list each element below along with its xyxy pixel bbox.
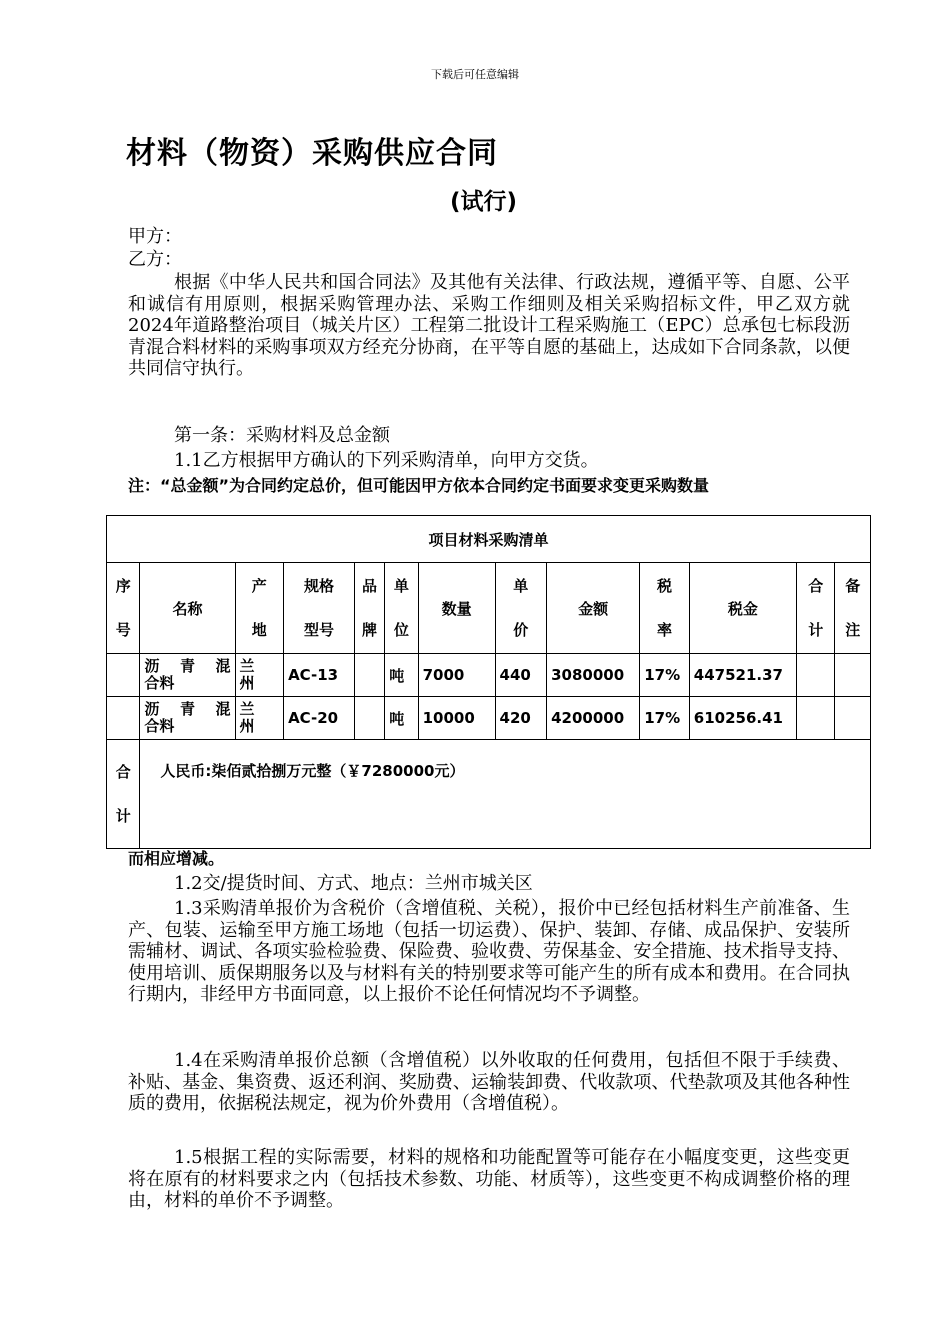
col-tax-rate: 税 率 [640, 563, 690, 654]
note-continuation: 而相应增减。 [128, 849, 225, 868]
table-row [107, 654, 871, 697]
document-title: 材料（物资）采购供应合同 [126, 136, 498, 171]
cell-name: 沥青混 合料 [140, 697, 235, 740]
table-title: 项目材料采购清单 [107, 516, 871, 563]
clause-1-2: 1.2交/提货时间、方式、地点：兰州市城关区 [174, 873, 533, 894]
cell-qty: 7000 [418, 654, 495, 697]
procurement-table [106, 515, 871, 849]
cell-remark [835, 654, 871, 697]
col-seq: 序 号 [107, 563, 140, 654]
total-amount-note: 注：“总金额”为合同约定总价，但可能因甲方依本合同约定书面要求变更采购数量 [128, 476, 710, 495]
col-amount: 金额 [547, 563, 640, 654]
header-note: 下载后可任意编辑 [431, 68, 519, 81]
cell-tax: 447521.37 [689, 654, 796, 697]
document-subtitle: (试行) [450, 189, 518, 215]
cell-tax-rate: 17% [640, 654, 690, 697]
col-spec: 规格 型号 [284, 563, 355, 654]
cell-brand [354, 697, 384, 740]
cell-total [797, 654, 835, 697]
cell-brand [354, 654, 384, 697]
cell-amount: 3080000 [547, 654, 640, 697]
cell-price: 420 [495, 697, 547, 740]
total-label: 合 计 [107, 740, 140, 849]
cell-total [797, 697, 835, 740]
clause-1-3: 1.3采购清单报价为含税价（含增值税、关税），报价中已经包括材料生产前准备、生产、包装、运输至甲方施工场地（包括一切运费）、保护、装卸、存储、成品保护、安装所需辅材、调试、各项实验检验费、保险费、验收费、劳保基金、安全措施、技术指导支持、使用培训、质保期服务以及与材料有关的特别要求等可能产生的所有成本和费用。在合同执行期内，非经甲方书面同意，以上报价不论任何情况均不予调整。 [128, 898, 850, 1005]
party-b-line: 乙方： [128, 249, 182, 270]
col-total: 合 计 [797, 563, 835, 654]
table-row [107, 697, 871, 740]
table-total-row [107, 740, 871, 849]
intro-paragraph: 根据《中华人民共和国合同法》及其他有关法律、行政法规，遵循平等、自愿、公平和诚信有用原则，根据采购管理办法、采购工作细则及相关采购招标文件，甲乙双方就2024年道路整治项目（城关片区）工程第二批设计工程采购施工（EPC）总承包七标段沥青混合料材料的采购事项双方经充分协商，在平等自愿的基础上，达成如下合同条款，以便共同信守执行。 [128, 272, 850, 379]
table-header-row [107, 563, 871, 654]
clause-1-5: 1.5根据工程的实际需要，材料的规格和功能配置等可能存在小幅度变更，这些变更将在原有的材料要求之内（包括技术参数、功能、材质等），这些变更不构成调整价格的理由，材料的单价不予调整。 [128, 1147, 850, 1211]
cell-spec: AC-20 [284, 697, 355, 740]
cell-seq [107, 697, 140, 740]
cell-price: 440 [495, 654, 547, 697]
cell-remark [835, 697, 871, 740]
col-origin: 产 地 [235, 563, 284, 654]
party-a-line: 甲方： [128, 226, 182, 247]
col-qty: 数量 [418, 563, 495, 654]
cell-origin: 兰 州 [235, 654, 284, 697]
cell-amount: 4200000 [547, 697, 640, 740]
col-brand: 品 牌 [354, 563, 384, 654]
article-1-title: 第一条：采购材料及总金额 [174, 425, 390, 446]
col-unit: 单 位 [385, 563, 418, 654]
cell-name: 沥青混 合料 [140, 654, 235, 697]
cell-origin: 兰 州 [235, 697, 284, 740]
cell-seq [107, 654, 140, 697]
col-remark: 备 注 [835, 563, 871, 654]
cell-unit: 吨 [385, 697, 418, 740]
cell-spec: AC-13 [284, 654, 355, 697]
total-amount: 人民币:柒佰贰拾捌万元整（￥7280000元） [140, 740, 871, 849]
cell-tax: 610256.41 [689, 697, 796, 740]
clause-1-1: 1.1乙方根据甲方确认的下列采购清单，向甲方交货。 [174, 450, 599, 471]
cell-qty: 10000 [418, 697, 495, 740]
cell-unit: 吨 [385, 654, 418, 697]
cell-tax-rate: 17% [640, 697, 690, 740]
clause-1-4: 1.4在采购清单报价总额（含增值税）以外收取的任何费用，包括但不限于手续费、补贴、基金、集资费、返还利润、奖励费、运输装卸费、代收款项、代垫款项及其他各种性质的费用，依据税法规定，视为价外费用（含增值税）。 [128, 1050, 850, 1114]
col-price: 单 价 [495, 563, 547, 654]
col-tax: 税金 [689, 563, 796, 654]
col-name: 名称 [140, 563, 235, 654]
